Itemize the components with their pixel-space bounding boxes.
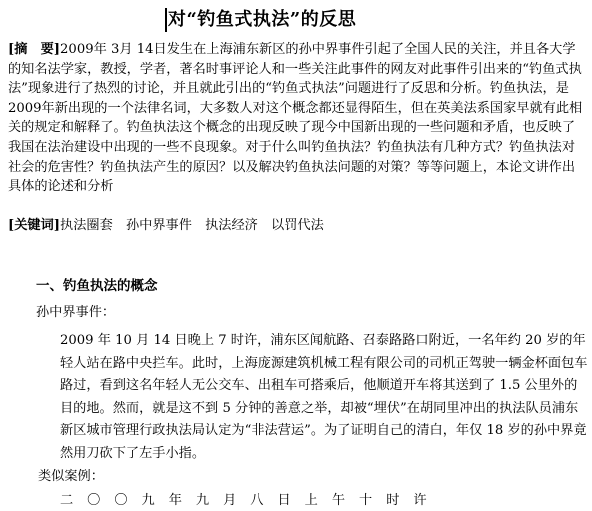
section-heading: 一、钓鱼执法的概念 xyxy=(36,278,158,294)
text-cursor xyxy=(165,8,167,32)
case-label: 孙中界事件： xyxy=(36,305,116,320)
similar-cases-label: 类似案例： xyxy=(38,469,104,484)
abstract-label: [摘 要] xyxy=(8,42,61,57)
keywords-line xyxy=(8,216,584,236)
keywords-text: 执法圈套 孙中界事件 执法经济 以罚代法 xyxy=(60,218,324,233)
case-paragraph xyxy=(60,330,588,466)
abstract-paragraph xyxy=(8,40,584,197)
cutoff-text-line xyxy=(60,493,588,508)
document-title: 对“钓鱼式执法”的反思 xyxy=(168,9,357,30)
case-paragraph-text: 2009 年 10 月 14 日晚上 7 时许，浦东区闻航路、召泰路路口附近，一名年约 20 岁的年轻人站在路中央拦车。此时，上海庞源建筑机械工程有限公司的司机正驾驶一辆金杯面包车路过，看到这名年轻人无公交车、出租车可搭乘后，他顺道开车将其送到了 1.5 公里外的目的地。然而，就是这不到 5 分钟的善意之举，却被“埋伏”在胡同里冲出的执法队员浦东新区城市管理行政执法局认定为“非法营运”。为了证明自己的清白，年仅 18 岁的孙中界竟然用刀砍下了左手小指。 xyxy=(60,333,588,461)
cutoff-text: 二〇〇九年九月八日上午十时许 xyxy=(60,493,441,508)
keywords-label: [关键词] xyxy=(8,218,61,233)
abstract-text: 2009年 3月 14日发生在上海浦东新区的孙中界事件引起了全国人民的关注，并且各大学的知名法学家，教授，学者，著名时事评论人和一些关注此事件的网友对此事件引出来的“钓鱼式执法”现象进行了热烈的讨论，并且就此引出的“钓鱼式执法”问题进行了反思和分析。钓鱼执法，是 2009年新出现的一个法律名词，大多数人对这个概念都还显得陌生，但在英美法系国家早就有此相关的规定和解释了。钓鱼执法这个概念的出现反映了现今中国新出现的一些问题和矛盾，也反映了我国在法治建设中出现的一些不良现象。对于什么叫钓鱼执法？钓鱼执法有几种方式？钓鱼执法对社会的危害性？钓鱼执法产生的原因？以及解决钓鱼执法问题的对策？等等问题上，本论文讲作出具体的论述和分析 xyxy=(8,42,583,195)
